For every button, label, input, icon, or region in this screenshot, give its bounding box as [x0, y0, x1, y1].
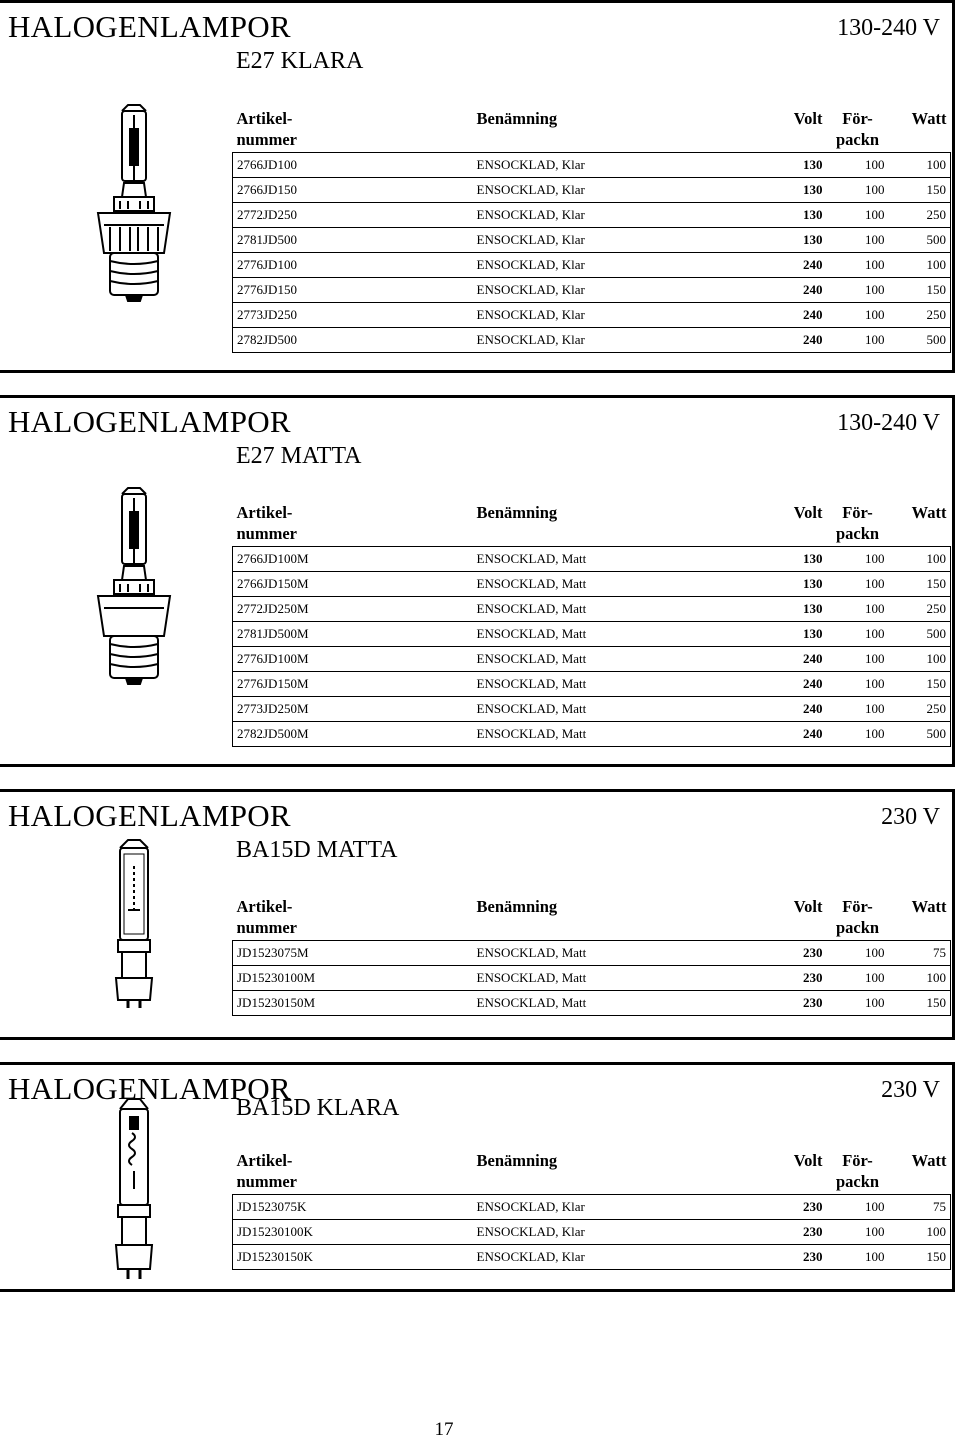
table-row — [233, 303, 951, 328]
cell-benamning: ENSOCKLAD, Matt — [473, 647, 733, 672]
cell-benamning: ENSOCKLAD, Klar — [473, 1195, 733, 1220]
e27-matte-halogen-lamp-icon — [84, 484, 184, 690]
cell-forpackn: 100 — [827, 941, 889, 966]
cell-forpackn: 100 — [827, 697, 889, 722]
section-subtitle: E27 KLARA — [236, 48, 364, 74]
cell-forpackn: 100 — [827, 178, 889, 203]
section-heading: HALOGENLAMPOR — [8, 404, 291, 439]
section-heading: HALOGENLAMPOR — [8, 9, 291, 44]
cell-forpackn: 100 — [827, 203, 889, 228]
cell-volt: 130 — [733, 153, 827, 178]
cell-volt: 130 — [733, 597, 827, 622]
cell-artikel: 2772JD250 — [233, 203, 473, 228]
cell-artikel: 2766JD100 — [233, 153, 473, 178]
cell-watt: 500 — [889, 328, 951, 353]
cell-volt: 240 — [733, 328, 827, 353]
header-artikel-line2: nummer — [233, 523, 473, 547]
cell-volt: 240 — [733, 253, 827, 278]
cell-benamning: ENSOCKLAD, Klar — [473, 328, 733, 353]
table-row — [233, 966, 951, 991]
cell-artikel: JD15230150M — [233, 991, 473, 1016]
cell-benamning: ENSOCKLAD, Matt — [473, 941, 733, 966]
cell-artikel: 2776JD150 — [233, 278, 473, 303]
header-volt: Volt — [793, 1151, 823, 1170]
cell-forpackn: 100 — [827, 278, 889, 303]
header-artikel-line2: nummer — [233, 1171, 473, 1195]
product-table — [232, 499, 951, 747]
cell-volt: 230 — [733, 941, 827, 966]
header-artikel: Artikel- — [236, 109, 293, 128]
cell-benamning: ENSOCKLAD, Matt — [473, 597, 733, 622]
cell-forpackn: 100 — [827, 1245, 889, 1270]
cell-watt: 100 — [889, 253, 951, 278]
cell-volt: 130 — [733, 203, 827, 228]
product-section-ba15d-klara — [0, 1062, 955, 1292]
table-row — [233, 572, 951, 597]
table-row — [233, 278, 951, 303]
cell-artikel: JD15230100M — [233, 966, 473, 991]
cell-forpackn: 100 — [827, 253, 889, 278]
header-benamning: Benämning — [476, 109, 558, 128]
cell-watt: 500 — [889, 622, 951, 647]
cell-benamning: ENSOCKLAD, Matt — [473, 572, 733, 597]
cell-watt: 500 — [889, 722, 951, 747]
header-artikel: Artikel- — [236, 1151, 293, 1170]
header-volt: Volt — [793, 897, 823, 916]
cell-volt: 240 — [733, 278, 827, 303]
cell-forpackn: 100 — [827, 303, 889, 328]
section-subtitle: BA15D MATTA — [236, 837, 398, 863]
cell-artikel: JD15230100K — [233, 1220, 473, 1245]
header-forpackn: För- — [842, 503, 873, 522]
header-artikel: Artikel- — [236, 897, 293, 916]
cell-artikel: 2776JD100 — [233, 253, 473, 278]
cell-forpackn: 100 — [827, 1220, 889, 1245]
header-empty — [889, 1171, 951, 1195]
cell-forpackn: 100 — [827, 622, 889, 647]
cell-watt: 100 — [889, 153, 951, 178]
cell-watt: 250 — [889, 303, 951, 328]
cell-volt: 230 — [733, 1220, 827, 1245]
cell-watt: 150 — [889, 572, 951, 597]
section-heading: HALOGENLAMPOR — [8, 1071, 291, 1106]
cell-artikel: JD1523075K — [233, 1195, 473, 1220]
header-forpackn-line2: packn — [827, 523, 889, 547]
ba15d-clear-halogen-lamp-icon — [84, 1095, 184, 1287]
header-forpackn: För- — [842, 109, 873, 128]
cell-benamning: ENSOCKLAD, Matt — [473, 622, 733, 647]
table-row — [233, 622, 951, 647]
product-table — [232, 1147, 951, 1270]
cell-watt: 150 — [889, 178, 951, 203]
cell-benamning: ENSOCKLAD, Klar — [473, 203, 733, 228]
cell-watt: 150 — [889, 672, 951, 697]
cell-artikel: 2781JD500 — [233, 228, 473, 253]
cell-watt: 100 — [889, 647, 951, 672]
cell-benamning: ENSOCKLAD, Matt — [473, 697, 733, 722]
cell-watt: 100 — [889, 966, 951, 991]
cell-forpackn: 100 — [827, 597, 889, 622]
section-voltage: 130-240 V — [837, 410, 940, 436]
table-row — [233, 1245, 951, 1270]
table-row — [233, 203, 951, 228]
cell-volt: 230 — [733, 966, 827, 991]
cell-benamning: ENSOCKLAD, Matt — [473, 672, 733, 697]
header-watt: Watt — [911, 503, 947, 522]
cell-watt: 150 — [889, 278, 951, 303]
table-row — [233, 1195, 951, 1220]
header-artikel: Artikel- — [236, 503, 293, 522]
cell-artikel: 2782JD500M — [233, 722, 473, 747]
header-empty — [733, 1171, 827, 1195]
cell-forpackn: 100 — [827, 572, 889, 597]
header-empty — [889, 917, 951, 941]
cell-volt: 240 — [733, 697, 827, 722]
header-forpackn-line2: packn — [827, 1171, 889, 1195]
cell-volt: 130 — [733, 178, 827, 203]
cell-forpackn: 100 — [827, 328, 889, 353]
cell-benamning: ENSOCKLAD, Klar — [473, 178, 733, 203]
header-benamning: Benämning — [476, 503, 558, 522]
cell-artikel: 2776JD150M — [233, 672, 473, 697]
section-voltage: 230 V — [881, 1077, 940, 1103]
product-section-e27-klara — [0, 0, 955, 373]
table-row — [233, 178, 951, 203]
cell-artikel: 2773JD250 — [233, 303, 473, 328]
section-subtitle: BA15D KLARA — [236, 1095, 400, 1121]
cell-watt: 250 — [889, 203, 951, 228]
section-voltage: 230 V — [881, 804, 940, 830]
cell-artikel: 2773JD250M — [233, 697, 473, 722]
header-empty — [889, 523, 951, 547]
cell-watt: 250 — [889, 597, 951, 622]
cell-volt: 130 — [733, 572, 827, 597]
cell-forpackn: 100 — [827, 547, 889, 572]
cell-artikel: 2781JD500M — [233, 622, 473, 647]
cell-volt: 130 — [733, 622, 827, 647]
cell-benamning: ENSOCKLAD, Matt — [473, 722, 733, 747]
page-number: 17 — [434, 1419, 454, 1440]
table-row — [233, 547, 951, 572]
cell-volt: 230 — [733, 991, 827, 1016]
header-volt: Volt — [793, 109, 823, 128]
header-forpackn-line2: packn — [827, 129, 889, 153]
cell-volt: 230 — [733, 1195, 827, 1220]
cell-benamning: ENSOCKLAD, Matt — [473, 991, 733, 1016]
header-empty — [473, 129, 733, 153]
cell-benamning: ENSOCKLAD, Klar — [473, 278, 733, 303]
product-section-e27-matta — [0, 395, 955, 767]
cell-forpackn: 100 — [827, 228, 889, 253]
table-row — [233, 941, 951, 966]
cell-benamning: ENSOCKLAD, Klar — [473, 1220, 733, 1245]
cell-volt: 230 — [733, 1245, 827, 1270]
header-benamning: Benämning — [476, 1151, 558, 1170]
cell-benamning: ENSOCKLAD, Matt — [473, 547, 733, 572]
cell-benamning: ENSOCKLAD, Klar — [473, 253, 733, 278]
cell-forpackn: 100 — [827, 966, 889, 991]
header-artikel-line2: nummer — [233, 917, 473, 941]
cell-artikel: JD1523075M — [233, 941, 473, 966]
header-watt: Watt — [911, 897, 947, 916]
header-empty — [733, 129, 827, 153]
cell-watt: 75 — [889, 1195, 951, 1220]
header-forpackn: För- — [842, 897, 873, 916]
table-row — [233, 228, 951, 253]
section-voltage: 130-240 V — [837, 15, 940, 41]
cell-benamning: ENSOCKLAD, Klar — [473, 1245, 733, 1270]
table-row — [233, 722, 951, 747]
cell-watt: 75 — [889, 941, 951, 966]
cell-volt: 240 — [733, 647, 827, 672]
cell-artikel: 2782JD500 — [233, 328, 473, 353]
cell-watt: 150 — [889, 991, 951, 1016]
cell-watt: 250 — [889, 697, 951, 722]
cell-artikel: 2766JD150 — [233, 178, 473, 203]
cell-watt: 150 — [889, 1245, 951, 1270]
cell-artikel: 2766JD150M — [233, 572, 473, 597]
table-row — [233, 697, 951, 722]
header-empty — [733, 523, 827, 547]
ba15d-matte-halogen-lamp-icon — [84, 836, 184, 1012]
header-empty — [889, 129, 951, 153]
cell-watt: 100 — [889, 1220, 951, 1245]
product-section-ba15d-matta — [0, 789, 955, 1040]
header-artikel-line2: nummer — [233, 129, 473, 153]
header-watt: Watt — [911, 109, 947, 128]
cell-artikel: JD15230150K — [233, 1245, 473, 1270]
cell-forpackn: 100 — [827, 722, 889, 747]
table-row — [233, 991, 951, 1016]
cell-volt: 130 — [733, 228, 827, 253]
table-row — [233, 1220, 951, 1245]
header-empty — [733, 917, 827, 941]
section-heading: HALOGENLAMPOR — [8, 798, 291, 833]
table-row — [233, 597, 951, 622]
cell-volt: 240 — [733, 672, 827, 697]
cell-forpackn: 100 — [827, 1195, 889, 1220]
cell-forpackn: 100 — [827, 647, 889, 672]
product-table — [232, 893, 951, 1016]
cell-forpackn: 100 — [827, 672, 889, 697]
cell-benamning: ENSOCKLAD, Klar — [473, 303, 733, 328]
header-empty — [473, 523, 733, 547]
e27-clear-halogen-lamp-icon — [84, 101, 184, 307]
table-row — [233, 647, 951, 672]
cell-benamning: ENSOCKLAD, Klar — [473, 153, 733, 178]
cell-watt: 500 — [889, 228, 951, 253]
cell-benamning: ENSOCKLAD, Matt — [473, 966, 733, 991]
cell-artikel: 2772JD250M — [233, 597, 473, 622]
cell-benamning: ENSOCKLAD, Klar — [473, 228, 733, 253]
header-empty — [473, 917, 733, 941]
cell-forpackn: 100 — [827, 153, 889, 178]
table-row — [233, 328, 951, 353]
section-subtitle: E27 MATTA — [236, 443, 362, 469]
cell-artikel: 2776JD100M — [233, 647, 473, 672]
header-forpackn-line2: packn — [827, 917, 889, 941]
cell-volt: 240 — [733, 722, 827, 747]
header-forpackn: För- — [842, 1151, 873, 1170]
header-empty — [473, 1171, 733, 1195]
cell-volt: 240 — [733, 303, 827, 328]
header-volt: Volt — [793, 503, 823, 522]
header-benamning: Benämning — [476, 897, 558, 916]
product-table — [232, 105, 951, 353]
table-row — [233, 672, 951, 697]
header-watt: Watt — [911, 1151, 947, 1170]
cell-artikel: 2766JD100M — [233, 547, 473, 572]
table-row — [233, 153, 951, 178]
cell-forpackn: 100 — [827, 991, 889, 1016]
table-row — [233, 253, 951, 278]
cell-volt: 130 — [733, 547, 827, 572]
cell-watt: 100 — [889, 547, 951, 572]
